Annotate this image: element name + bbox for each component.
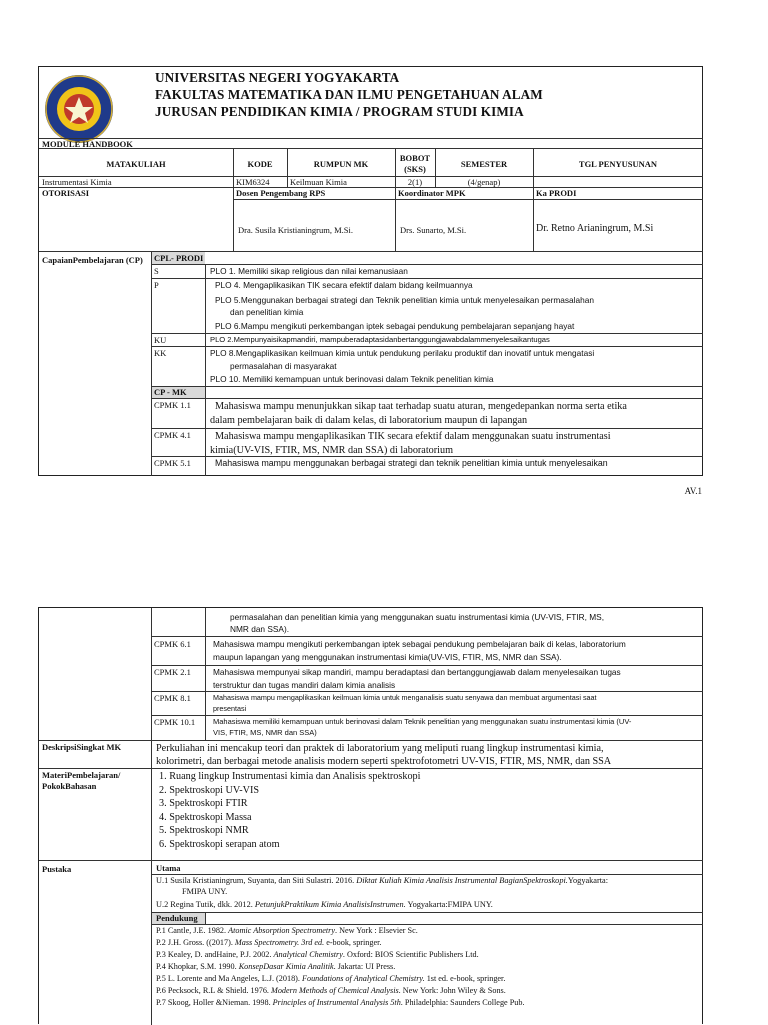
cpmk-code-8-1: CPMK 8.1: [154, 693, 191, 703]
dosen-name: Dra. Susila Kristianingrum, M.Si.: [238, 225, 353, 235]
cpmk-2-1-line1: Mahasiswa mempunyai sikap mandiri, mampu beradaptasi dan bertanggungjawab dalam menyelesaikan tugas: [213, 667, 621, 677]
course-code: KIM6324: [236, 177, 270, 187]
plo-1: PLO 1. Memiliki sikap religious dan nilai kemanusiaan: [210, 266, 408, 276]
cp-label: CapaianPembelajaran (CP): [42, 255, 143, 265]
cpmk-code-2-1: CPMK 2.1: [154, 667, 191, 677]
materi-item-1: 1. Ruang lingkup Instrumentasi kimia dan Analisis spektroskopi: [159, 771, 421, 782]
utama-2: U.2 Regina Tutik, dkk. 2012. PetunjukPraktikum Kimia AnalisisInstrumen. Yogyakarta:FMIPA UNY.: [156, 900, 493, 909]
plo-5: PLO 5.Menggunakan berbagai strategi dan Teknik penelitian kimia untuk menyelesaikan permasalahan: [215, 295, 594, 305]
pendukung-4: P.4 Khopkar, S.M. 1990. KonsepDasar Kimia Analitik. Jakarta: UI Press.: [156, 962, 396, 971]
cpmk-2-1-line2: terstruktur dan tugas mandiri dalam kimia analisis: [213, 680, 396, 690]
cpmk-5-1-cont1: permasalahan dan penelitian kimia yang menggunakan suatu instrumentasi kimia (UV-VIS, FTIR, MS,: [230, 612, 604, 622]
deskripsi-line1: Perkuliahan ini mencakup teori dan praktek di laboratorium yang meliputi ruang lingkup instrumentasi kimia,: [156, 743, 604, 754]
cpmk-6-1-line2: maupun lapangan yang menggunakan instrumentasi kimia(UV-VIS, FTIR, MS, NMR dan SSA).: [213, 652, 562, 662]
pendukung-3: P.3 Kealey, D. andHaine, P.J. 2002. Analytical Chemistry. Oxford: BIOS Scientific Publishers Ltd.: [156, 950, 479, 959]
cpmk-4-1-line2: kimia(UV-VIS, FTIR, MS, NMR dan SSA) di laboratorium: [210, 445, 453, 456]
cpmk-code-10-1: CPMK 10.1: [154, 717, 196, 727]
materi-item-5: 5. Spektroskopi NMR: [159, 825, 249, 836]
col-semester: SEMESTER: [460, 159, 508, 169]
cpmk-5-1-line1: Mahasiswa mampu menggunakan berbagai strategi dan teknik penelitian kimia untuk menyelesaikan: [215, 458, 608, 468]
plo-5-cont: dan penelitian kimia: [230, 307, 304, 317]
header-university: UNIVERSITAS NEGERI YOGYAKARTA: [155, 70, 400, 85]
cpmk-10-1-line2: VIS, FTIR, MS, NMR dan SSA): [213, 728, 317, 737]
materi-item-4: 4. Spektroskopi Massa: [159, 812, 252, 823]
dosen-label: Dosen Pengembang RPS: [236, 188, 326, 198]
pendukung-7: P.7 Skoog, Holler &Nieman. 1998. Principles of Instrumental Analysis 5th. Philadelphia: Saunders College Pub.: [156, 998, 525, 1007]
utama-1: U.1 Susila Kristianingrum, Suyanta, dan Siti Sulastri. 2016. Diktat Kuliah Kimia Analisis Instrumental BagianSpektroskopi.Yogyakarta:: [156, 876, 609, 885]
col-bobot: BOBOT (SKS): [399, 153, 431, 174]
plo-8-cont: permasalahan di masyarakat: [230, 361, 337, 371]
handbook-page-1: [38, 66, 703, 476]
university-logo: [43, 73, 115, 145]
deskripsi-line2: kolorimetri, dan berbagai metode analisis modern seperti spektrofotometri UV-VIS, FTIR, MS, NMR, dan SSA: [156, 756, 612, 767]
cpmk-10-1-line1: Mahasiswa memiliki kemampuan untuk berinovasi dalam Teknik penelitian yang menggunakan suatu instrumentasi kimia (UV-: [213, 717, 632, 726]
cpmk-6-1-line1: Mahasiswa mampu mengikuti perkembangan iptek sebagai pendukung pembelajaran baik di kelas, laboratorium: [213, 639, 626, 649]
course-name: Instrumentasi Kimia: [42, 177, 112, 187]
cpl-code-s: S: [154, 266, 159, 276]
deskripsi-label: DeskripsiSingkat MK: [42, 742, 122, 752]
doc-type-label: MODULE HANDBOOK: [42, 139, 133, 149]
pendukung-5: P.5 L. Lorente and Ma Angeles, L.J. (2018). Foundations of Analytical Chemistry. 1st ed. e-book, springer.: [156, 974, 506, 983]
cpmk-code-4-1: CPMK 4.1: [154, 430, 191, 440]
header-faculty: FAKULTAS MATEMATIKA DAN ILMU PENGETAHUAN ALAM: [155, 87, 543, 102]
page-number: AV.1: [684, 486, 702, 496]
plo-4: PLO 4. Mengaplikasikan TIK secara efektif dalam bidang keilmuannya: [215, 280, 473, 290]
cpmk-code-1-1: CPMK 1.1: [154, 400, 191, 410]
materi-label: MateriPembelajaran/ PokokBahasan: [42, 770, 121, 791]
cpl-code-p: P: [154, 280, 159, 290]
col-matakuliah: MATAKULIAH: [106, 159, 166, 169]
header-department: JURUSAN PENDIDIKAN KIMIA / PROGRAM STUDI KIMIA: [155, 104, 524, 119]
cpmk-1-1-line2: dalam pembelajaran baik di dalam kelas, di laboratorium maupun di lapangan: [210, 415, 528, 426]
cpmk-code-6-1: CPMK 6.1: [154, 639, 191, 649]
kaprodi-label: Ka PRODI: [536, 188, 577, 198]
pustaka-utama-heading: Utama: [156, 863, 181, 873]
cpmk-code-5-1: CPMK 5.1: [154, 458, 191, 468]
cpl-heading: CPL- PRODI: [154, 253, 204, 263]
pustaka-label: Pustaka: [42, 864, 72, 874]
col-tgl-penyusunan: TGL PENYUSUNAN: [578, 159, 658, 169]
pendukung-1: P.1 Cantle, J.E. 1982. Atomic Absorption Spectrometry. New York : Elsevier Sc.: [156, 926, 418, 935]
materi-item-2: 2. Spektroskopi UV-VIS: [159, 785, 260, 796]
course-semester: (4/genap): [467, 177, 501, 187]
plo-6: PLO 6.Mampu mengikuti perkembangan iptek sebagai pendukung pembelajaran sepanjang hayat: [215, 321, 575, 331]
pendukung-6: P.6 Pecksock, R.L & Shield. 1976. Modern Methods of Chemical Analysis. New York: John Wiley & Sons.: [156, 986, 506, 995]
cpmk-4-1-line1: Mahasiswa mampu mengaplikasikan TIK secara efektif dalam menggunakan suatu instrumentasi: [215, 431, 611, 442]
cpmk-1-1-line1: Mahasiswa mampu menunjukkan sikap taat terhadap suatu aturan, mengedepankan norma serta etika: [215, 401, 627, 412]
cpl-code-kk: KK: [154, 348, 167, 358]
pustaka-pendukung-heading: Pendukung: [156, 913, 198, 923]
cpmk-8-1-line1: Mahasiswa mampu mengaplikasikan keilmuan kimia untuk menganalisis suatu senyawa dan membuat argumentasi saat: [213, 693, 597, 702]
kaprodi-name: Dr. Retno Arianingrum, M.Si: [536, 223, 654, 234]
plo-2: PLO 2.Mempunyaisikapmandiri, mampuberadaptasidanbertanggungjawabdalammenyelesaikantugas: [210, 335, 550, 344]
course-sks: 2(1): [407, 177, 423, 187]
pendukung-2: P.2 J.H. Gross. ((2017). Mass Spectrometry. 3rd ed. e-book, springer.: [156, 938, 382, 947]
col-rumpun-mk: RUMPUN MK: [313, 159, 369, 169]
course-rumpun: Keilmuan Kimia: [290, 177, 347, 187]
cpl-code-ku: KU: [154, 335, 167, 345]
col-kode: KODE: [247, 159, 273, 169]
materi-item-6: 6. Spektroskopi serapan atom: [159, 839, 280, 850]
plo-8: PLO 8.Mengaplikasikan keilmuan kimia untuk pendukung perilaku produktif dan inovatif untuk mengatasi: [210, 348, 595, 358]
cpmk-8-1-line2: presentasi: [213, 704, 247, 713]
otorisasi-label: OTORISASI: [42, 188, 90, 198]
koordinator-label: Koordinator MPK: [398, 188, 466, 198]
cpmk-heading: CP - MK: [154, 387, 187, 397]
plo-10: PLO 10. Memiliki kemampuan untuk berinovasi dalam Teknik penelitian kimia: [210, 374, 494, 384]
handbook-page-2: [38, 607, 703, 1024]
cpmk-5-1-cont2: NMR dan SSA).: [230, 624, 290, 634]
utama-1-cont: FMIPA UNY.: [182, 887, 228, 896]
koordinator-name: Drs. Sunarto, M.Si.: [400, 225, 467, 235]
materi-item-3: 3. Spektroskopi FTIR: [159, 798, 248, 809]
